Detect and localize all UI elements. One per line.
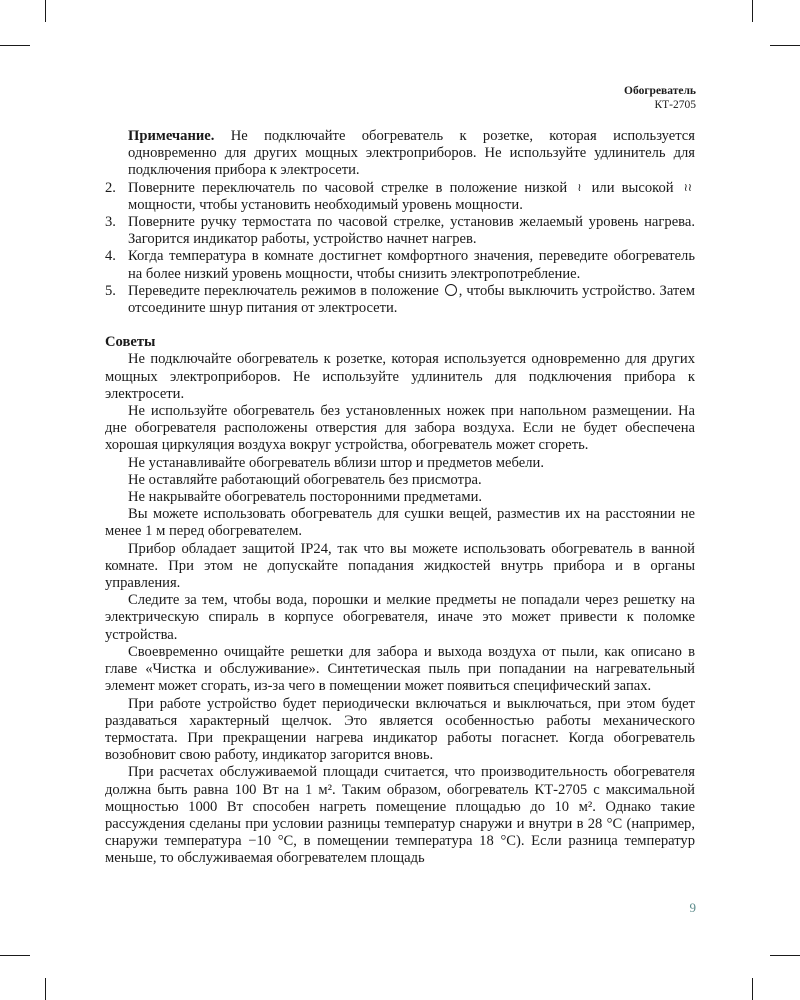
tips-paragraph: Не накрывайте обогреватель посторонними предметами. xyxy=(128,489,483,506)
high-power-icon: ≀≀ xyxy=(683,181,692,194)
running-header xyxy=(624,84,696,112)
crop-mark xyxy=(752,978,753,1000)
tips-paragraph: При расчетах обслуживаемой площади считается, что производительность обогревателя должна быть равна 100 Вт на 1 м². Таким образом, обогреватель КТ-2705 с максимальной мощностью 1000 Вт способен нагреть помещение площадью до 10 м². Однако такие рассуждения сделаны при условии разницы температур снаружи и внутри в 28 °C (например, снаружи температура −10 °C, в помещении температура 18 °C). Если разница температур меньше, то обслуживаемая обогревателем площадь xyxy=(105,764,695,867)
step-text: Поверните переключатель по часовой стрелке в положение низкой xyxy=(128,179,568,196)
step-text: Поверните ручку термостата по часовой стрелке, установив желаемый уровень нагрева. Загорится индикатор работы, устройство начнет нагрев. xyxy=(128,214,695,248)
list-item xyxy=(105,214,695,248)
step-number: 5. xyxy=(105,282,116,299)
list-item xyxy=(105,180,695,214)
header-model: КТ-2705 xyxy=(654,99,696,111)
page-content xyxy=(105,128,695,868)
step-text: или высокой xyxy=(591,179,674,196)
crop-mark xyxy=(752,0,753,22)
step-text: Когда температура в комнате достигнет комфортного значения, переведите обогреватель на более низкий уровень мощности, чтобы снизить электропотребление. xyxy=(128,248,695,282)
tips-paragraph: Не используйте обогреватель без установленных ножек при напольном размещении. На дне обогревателя расположены отверстия для забора воздуха. Если не будет обеспечена хорошая циркуляция воздуха вокруг устройства, обогреватель может сгореть. xyxy=(105,403,695,454)
tips-paragraph: Вы можете использовать обогреватель для сушки вещей, разместив их на расстоянии не менее 1 м перед обогревателем. xyxy=(105,506,695,540)
step-text: мощности, чтобы установить необходимый уровень мощности. xyxy=(128,196,523,213)
tips-paragraph: Прибор обладает защитой IP24, так что вы можете использовать обогреватель в ванной комнате. При этом не допускайте попадания жидкостей внутрь прибора и в органы управления. xyxy=(105,540,695,592)
list-item xyxy=(105,248,695,282)
crop-mark xyxy=(0,45,30,46)
low-power-icon: ≀ xyxy=(577,181,582,194)
crop-mark xyxy=(0,955,30,956)
off-position-icon xyxy=(445,284,457,296)
note-text: Не подключайте обогреватель к розетке, которая используется одновременно для других мощных электроприборов. Не используйте удлинитель для подключения прибора к электросети. xyxy=(128,128,695,179)
step-number: 4. xyxy=(105,248,116,265)
tips-heading: Советы xyxy=(105,334,156,351)
step-text: Переведите переключатель режимов в положение xyxy=(128,282,439,299)
step-text: , чтобы выключить устройство. Затем отсоедините шнур питания от электросети. xyxy=(128,282,696,317)
crop-mark xyxy=(770,955,800,956)
tips-paragraph: Следите за тем, чтобы вода, порошки и мелкие предметы не попадали через решетку на электрическую спираль в корпусе обогревателя, иначе это может привести к поломке устройства. xyxy=(105,592,695,643)
tips-paragraph: Своевременно очищайте решетки для забора и выхода воздуха от пыли, как описано в главе «Чистка и обслуживание». Синтетическая пыль при попадании на нагревательный элемент может сгорать, из-за чего в помещении может появиться специфический запах. xyxy=(105,643,695,695)
header-title: Обогреватель xyxy=(624,85,696,97)
crop-mark xyxy=(45,0,46,22)
steps-list xyxy=(105,180,695,318)
step-number: 2. xyxy=(105,179,116,196)
tips-paragraph: При работе устройство будет периодически включаться и выключаться, при этом будет раздаваться характерный щелчок. Это является особенностью работы механического термостата. При прекращении нагрева индикатор работы погаснет. Когда обогреватель возобновит свою работу, индикатор загорится вновь. xyxy=(105,695,695,764)
step-number: 3. xyxy=(105,214,116,231)
tips-paragraph: Не подключайте обогреватель к розетке, которая используется одновременно для других мощных электроприборов. Не используйте удлинитель для подключения прибора к электросети. xyxy=(105,351,695,402)
tips-paragraph: Не устанавливайте обогреватель вблизи штор и предметов мебели. xyxy=(128,454,544,471)
note-paragraph xyxy=(128,128,695,180)
crop-mark xyxy=(770,45,800,46)
tips-paragraph: Не оставляйте работающий обогреватель без присмотра. xyxy=(128,471,482,488)
crop-mark xyxy=(45,978,46,1000)
note-label: Примечание. xyxy=(128,128,215,144)
page-number: 9 xyxy=(689,900,696,915)
list-item xyxy=(105,283,695,317)
